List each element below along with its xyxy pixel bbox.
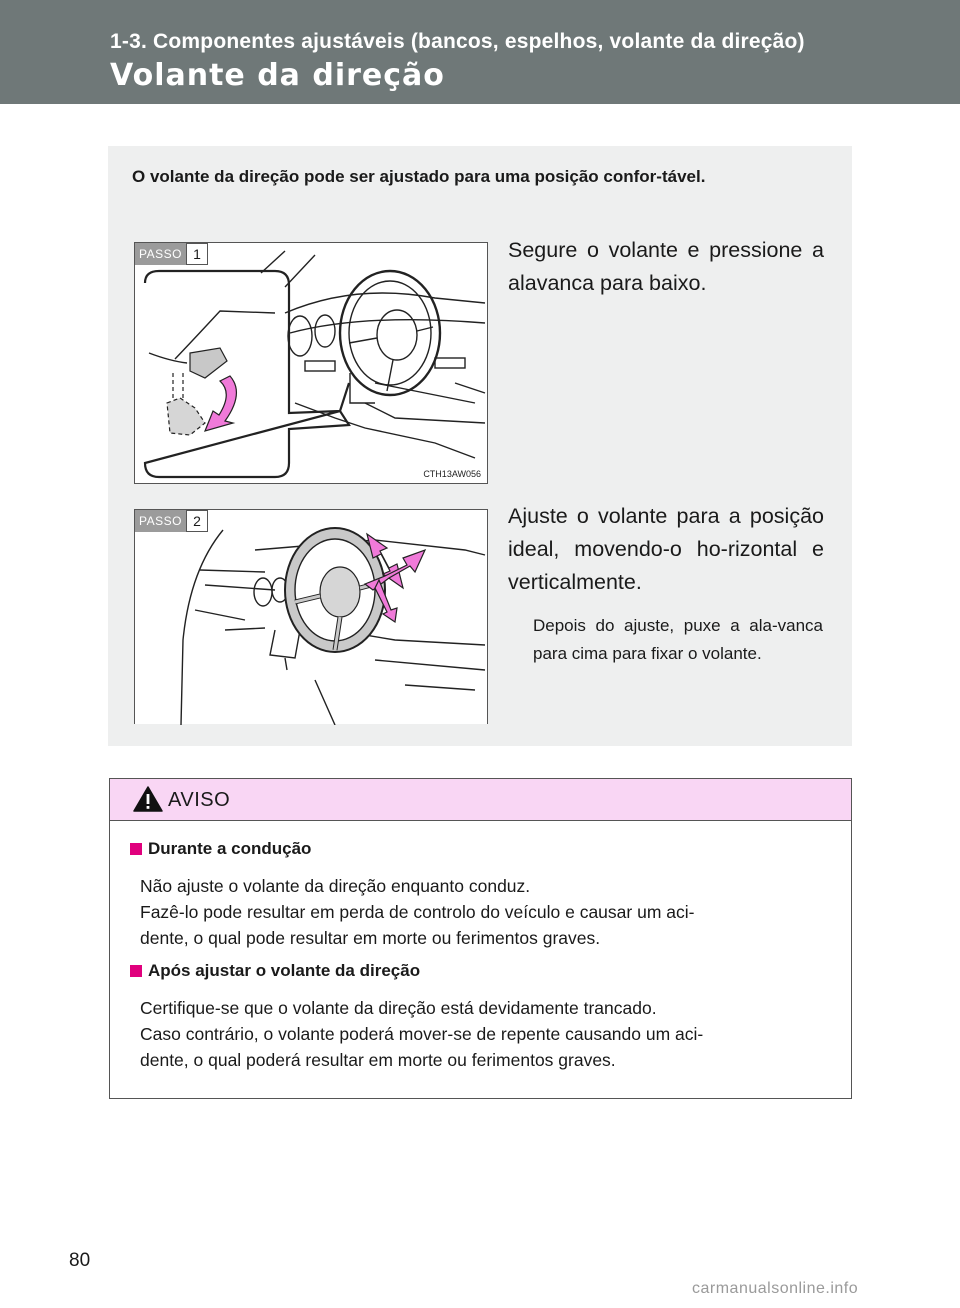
- step-1-badge: [135, 243, 208, 265]
- warning-label: AVISO: [168, 789, 231, 811]
- warning-box: [109, 778, 852, 1099]
- step-1-number: 1: [186, 243, 208, 265]
- page-number: 80: [69, 1250, 91, 1271]
- page-title: Volante da direção: [110, 58, 445, 93]
- step-1-label: PASSO: [135, 243, 186, 265]
- warning-item-line: Caso contrário, o volante poderá mover-se de repente causando um aci-: [140, 1024, 704, 1044]
- steering-adjust-illustration: [135, 510, 489, 725]
- warning-item: [130, 837, 840, 951]
- step-2-number: 2: [186, 510, 208, 532]
- warning-triangle-icon: [132, 785, 164, 813]
- warning-item-line: dente, o qual poderá resultar em morte ou ferimentos graves.: [140, 1050, 616, 1070]
- warning-item-line: Certifique-se que o volante da direção está devidamente trancado.: [140, 998, 657, 1018]
- step-2-badge: [135, 510, 208, 532]
- step-2-text: Ajuste o volante para a posição ideal, movendo-o ho-rizontal e verticalmente.: [508, 504, 824, 594]
- step-2-figure: [134, 509, 488, 724]
- step-2-label: PASSO: [135, 510, 186, 532]
- figure-code: CTH13AW056: [423, 469, 481, 479]
- bullet-square-icon: [130, 843, 142, 855]
- warning-item-line: Não ajuste o volante da direção enquanto conduz.: [140, 876, 531, 896]
- section-title: 1-3. Componentes ajustáveis (bancos, espelhos, volante da direção): [110, 30, 805, 53]
- warning-item-heading: Após ajustar o volante da direção: [148, 961, 421, 980]
- bullet-square-icon: [130, 965, 142, 977]
- watermark: carmanualsonline.info: [692, 1280, 859, 1297]
- step-1-figure: [134, 242, 488, 484]
- intro-text: O volante da direção pode ser ajustado para uma posição confor-tável.: [132, 167, 706, 186]
- warning-item-heading: Durante a condução: [148, 839, 312, 858]
- page-header: [0, 0, 960, 104]
- steering-lever-illustration: [135, 243, 489, 485]
- warning-item-line: Fazê-lo pode resultar em perda de controlo do veículo e causar um aci-: [140, 902, 695, 922]
- warning-item-line: dente, o qual pode resultar em morte ou ferimentos graves.: [140, 928, 601, 948]
- step-2-note: Depois do ajuste, puxe a ala-vanca para cima para fixar o volante.: [533, 616, 823, 663]
- warning-item: [130, 959, 840, 1073]
- step-1-text: Segure o volante e pressione a alavanca para baixo.: [508, 238, 824, 295]
- warning-header: [110, 779, 851, 821]
